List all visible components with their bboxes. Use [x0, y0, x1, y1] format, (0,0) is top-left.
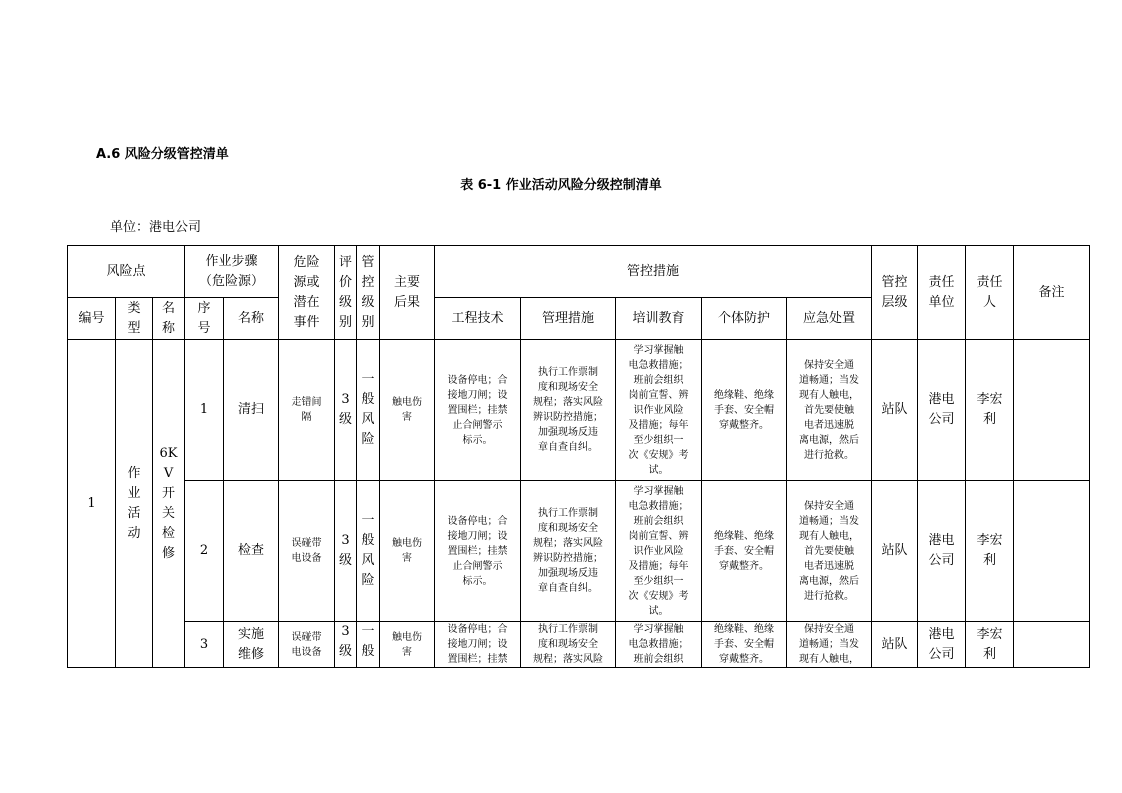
- row-unit: 港电 公司: [918, 622, 966, 668]
- row-training: 学习掌握触 电急救措施； 班前会组织 岗前宣誓、辨 识作业风险 及措施；每年 至少组织一 次《安规》考 试。: [616, 481, 702, 622]
- row-person: 李宏 利: [966, 481, 1014, 622]
- header-ppe: 个体防护: [702, 298, 787, 340]
- row-seq: 1: [185, 340, 224, 481]
- row-step: 清扫: [224, 340, 279, 481]
- row-engineering: 设备停电；合 接地刀闸；设 置围栏；挂禁 止合闸警示 标示。: [435, 340, 521, 481]
- row-management: 执行工作票制 度和现场安全 规程；落实风险: [521, 622, 616, 668]
- row-unit: 港电 公司: [918, 481, 966, 622]
- row-training: 学习掌握触 电急救措施； 班前会组织: [616, 622, 702, 668]
- header-hazard: 危险 源或 潜在 事件: [279, 246, 335, 340]
- row-step: 检查: [224, 481, 279, 622]
- row-level: 一 般 风 险: [357, 340, 380, 481]
- row-management: 执行工作票制 度和现场安全 规程；落实风险 辨识防控措施； 加强现场反违 章自查自纠。: [521, 481, 616, 622]
- header-name: 名 称: [153, 298, 185, 340]
- group-name: 6K V 开 关 检 修: [153, 340, 185, 668]
- table-row: [68, 622, 1090, 668]
- header-management: 管理措施: [521, 298, 616, 340]
- row-hazard: 误碰带 电设备: [279, 622, 335, 668]
- row-person: 李宏 利: [966, 622, 1014, 668]
- section-title: A.6 风险分级管控清单: [96, 147, 229, 162]
- header-work-step: 作业步骤 （危险源）: [185, 246, 279, 298]
- header-resp-unit: 责任 单位: [918, 246, 966, 340]
- header-engineering: 工程技术: [435, 298, 521, 340]
- row-unit: 港电 公司: [918, 340, 966, 481]
- row-person: 李宏 利: [966, 340, 1014, 481]
- header-type: 类 型: [116, 298, 153, 340]
- header-measures: 管控措施: [435, 246, 872, 298]
- row-training: 学习掌握触 电急救措施； 班前会组织 岗前宣誓、辨 识作业风险 及措施；每年 至少组织一 次《安规》考 试。: [616, 340, 702, 481]
- row-tier: 站队: [872, 481, 918, 622]
- row-hazard: 误碰带 电设备: [279, 481, 335, 622]
- row-seq: 2: [185, 481, 224, 622]
- row-level: 一 般: [357, 622, 380, 668]
- row-emergency: 保持安全通 道畅通；当发 现有人触电，: [787, 622, 872, 668]
- row-level: 一 般 风 险: [357, 481, 380, 622]
- row-eval: 3 级: [335, 340, 357, 481]
- header-seq: 序 号: [185, 298, 224, 340]
- row-eval: 3 级: [335, 622, 357, 668]
- row-step: 实施 维修: [224, 622, 279, 668]
- row-ppe: 绝缘鞋、绝缘 手套、安全帽 穿戴整齐。: [702, 481, 787, 622]
- table-row: [68, 340, 1090, 481]
- row-tier: 站队: [872, 340, 918, 481]
- row-management: 执行工作票制 度和现场安全 规程；落实风险 辨识防控措施； 加强现场反违 章自查自纠。: [521, 340, 616, 481]
- row-emergency: 保持安全通 道畅通；当发 现有人触电， 首先要使触 电者迅速脱 离电源，然后 进行抢救。: [787, 481, 872, 622]
- header-code: 编号: [68, 298, 116, 340]
- header-consequence: 主要 后果: [380, 246, 435, 340]
- header-emergency: 应急处置: [787, 298, 872, 340]
- row-remark: [1014, 481, 1090, 622]
- row-engineering: 设备停电；合 接地刀闸；设 置围栏；挂禁: [435, 622, 521, 668]
- header-control-level: 管 控 级 别: [357, 246, 380, 340]
- row-consequence: 触电伤 害: [380, 481, 435, 622]
- row-remark: [1014, 622, 1090, 668]
- row-seq: 3: [185, 622, 224, 668]
- header-risk-point: 风险点: [68, 246, 185, 298]
- row-engineering: 设备停电；合 接地刀闸；设 置围栏；挂禁 止合闸警示 标示。: [435, 481, 521, 622]
- row-ppe: 绝缘鞋、绝缘 手套、安全帽 穿戴整齐。: [702, 340, 787, 481]
- unit-label: 单位：港电公司: [110, 220, 202, 235]
- header-training: 培训教育: [616, 298, 702, 340]
- header-remark: 备注: [1014, 246, 1090, 340]
- row-remark: [1014, 340, 1090, 481]
- row-tier: 站队: [872, 622, 918, 668]
- row-hazard: 走错间 隔: [279, 340, 335, 481]
- row-eval: 3 级: [335, 481, 357, 622]
- header-step-name: 名称: [224, 298, 279, 340]
- header-control-tier: 管控 层级: [872, 246, 918, 340]
- row-consequence: 触电伤 害: [380, 622, 435, 668]
- header-eval-level: 评 价 级 别: [335, 246, 357, 340]
- risk-control-table: [67, 245, 1090, 668]
- row-emergency: 保持安全通 道畅通；当发 现有人触电， 首先要使触 电者迅速脱 离电源，然后 进行抢救。: [787, 340, 872, 481]
- row-consequence: 触电伤 害: [380, 340, 435, 481]
- header-resp-person: 责任 人: [966, 246, 1014, 340]
- table-row: [68, 481, 1090, 622]
- group-code: 1: [68, 340, 116, 668]
- table-title: 表 6-1 作业活动风险分级控制清单: [460, 178, 662, 193]
- group-type: 作 业 活 动: [116, 340, 153, 668]
- row-ppe: 绝缘鞋、绝缘 手套、安全帽 穿戴整齐。: [702, 622, 787, 668]
